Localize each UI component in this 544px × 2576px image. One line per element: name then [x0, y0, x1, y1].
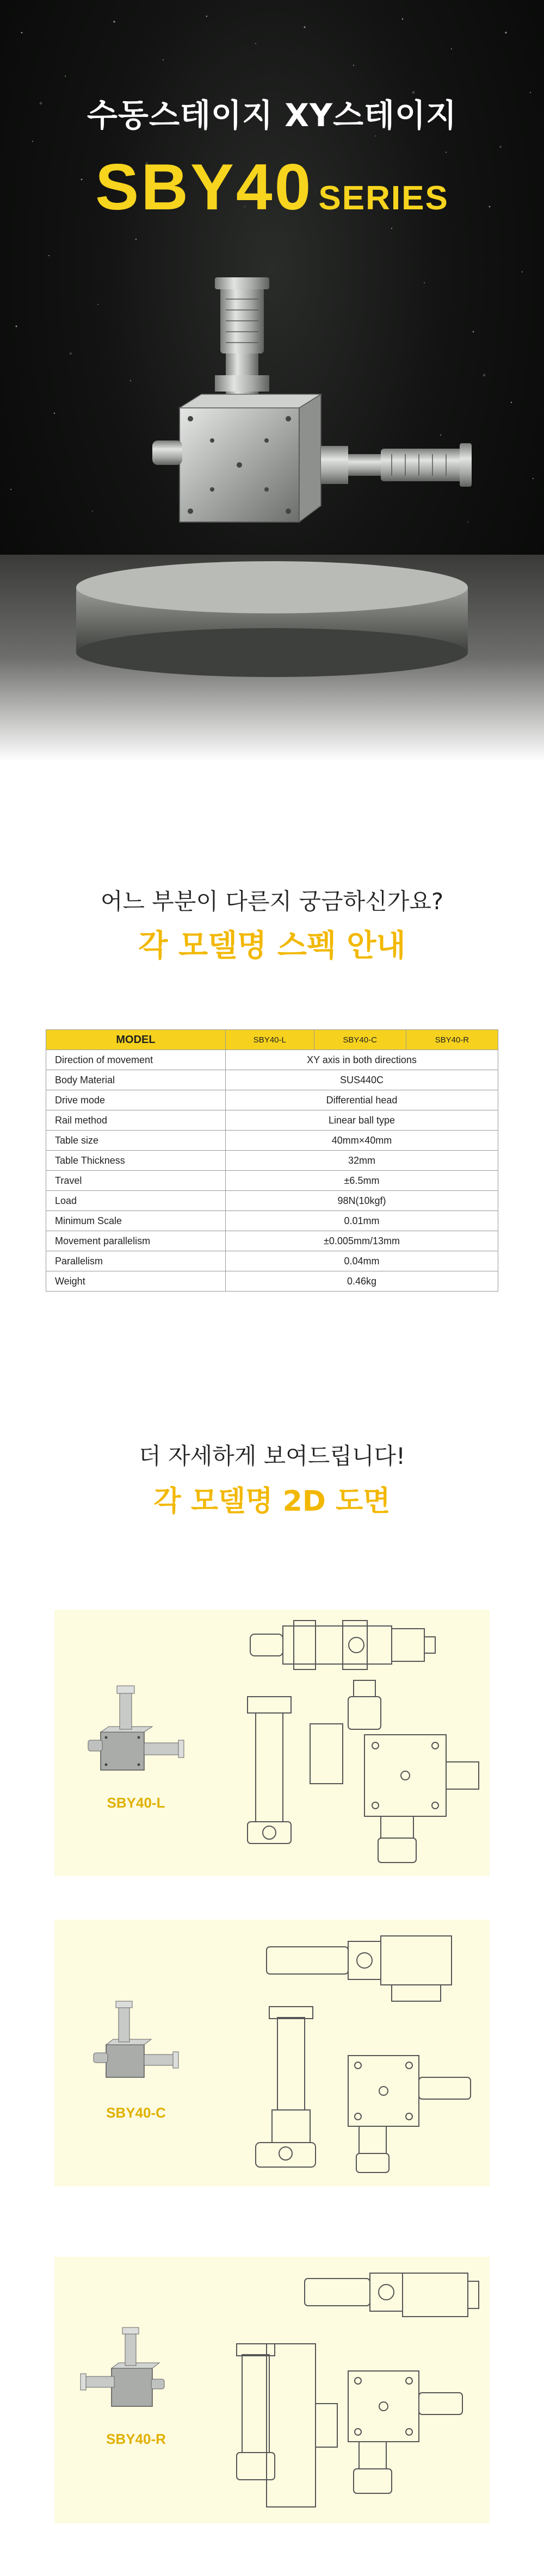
stage-photo-l [54, 1610, 218, 1876]
spec-label: Movement parallelism [46, 1231, 226, 1251]
table-row [46, 1231, 498, 1251]
2d-drawing-c [234, 1925, 487, 2181]
model-label-l: SBY40-L [107, 1795, 165, 1811]
model-column-r: SBY40-R [406, 1030, 498, 1050]
spec-value: 0.46kg [226, 1271, 498, 1292]
drawing-card-r [54, 2257, 490, 2523]
model-label-r: SBY40-R [106, 2431, 166, 2447]
table-row [46, 1090, 498, 1110]
model-column-c: SBY40-C [314, 1030, 406, 1050]
spec-value: 0.01mm [226, 1211, 498, 1231]
spec-table [46, 1029, 498, 1292]
spec-value: SUS440C [226, 1070, 498, 1090]
spec-label: Drive mode [46, 1090, 226, 1110]
spec-value: 40mm×40mm [226, 1131, 498, 1151]
spec-label: Travel [46, 1171, 226, 1191]
spec-table-header [46, 1030, 498, 1050]
model-column-l: SBY40-L [226, 1030, 314, 1050]
stage-photo-r [54, 2257, 218, 2523]
spec-label: Load [46, 1191, 226, 1211]
spec-value: Differential head [226, 1090, 498, 1110]
spec-value: ±0.005mm/13mm [226, 1231, 498, 1251]
spec-value: ±6.5mm [226, 1171, 498, 1191]
table-row [46, 1211, 498, 1231]
spec-value: 98N(10kgf) [226, 1191, 498, 1211]
table-row [46, 1171, 498, 1191]
table-row [46, 1131, 498, 1151]
spec-question: 어느 부분이 다른지 궁금하신가요? [100, 888, 444, 915]
hero-banner [0, 0, 544, 761]
table-row [46, 1151, 498, 1171]
2d-drawing-l [234, 1615, 487, 1871]
drawing-intro: 더 자세하게 보여드립니다! [139, 1443, 405, 1469]
spec-label: Parallelism [46, 1251, 226, 1271]
spec-label: Table Thickness [46, 1151, 226, 1171]
table-row [46, 1070, 498, 1090]
table-row [46, 1110, 498, 1131]
spec-label: Body Material [46, 1070, 226, 1090]
spec-label: Minimum Scale [46, 1211, 226, 1231]
table-row [46, 1251, 498, 1271]
model-label-c: SBY40-C [106, 2105, 166, 2121]
table-row [46, 1050, 498, 1070]
series-suffix: SERIES [318, 179, 449, 217]
series-title [0, 150, 544, 225]
hero-title: 수동스테이지 XY스테이지 [86, 97, 458, 134]
spec-label: Direction of movement [46, 1050, 226, 1070]
drawing-card-l [54, 1610, 490, 1876]
table-row [46, 1271, 498, 1292]
xy-stage-product-render [0, 250, 544, 761]
2d-drawing-r [234, 2262, 487, 2518]
stage-photo-c [54, 1920, 218, 2186]
series-main: SBY40 [95, 151, 313, 224]
spec-label: Rail method [46, 1110, 226, 1131]
spec-value: 32mm [226, 1151, 498, 1171]
spec-value: 0.04mm [226, 1251, 498, 1271]
drawing-card-c [54, 1920, 490, 2186]
spec-label: Table size [46, 1131, 226, 1151]
spec-value: Linear ball type [226, 1110, 498, 1131]
spec-value: XY axis in both directions [226, 1050, 498, 1070]
spec-heading: 각 모델명 스펙 안내 [138, 928, 406, 964]
model-header: MODEL [46, 1030, 226, 1050]
drawing-heading: 각 모델명 2D 도면 [153, 1485, 391, 1518]
table-row [46, 1191, 498, 1211]
spec-label: Weight [46, 1271, 226, 1292]
